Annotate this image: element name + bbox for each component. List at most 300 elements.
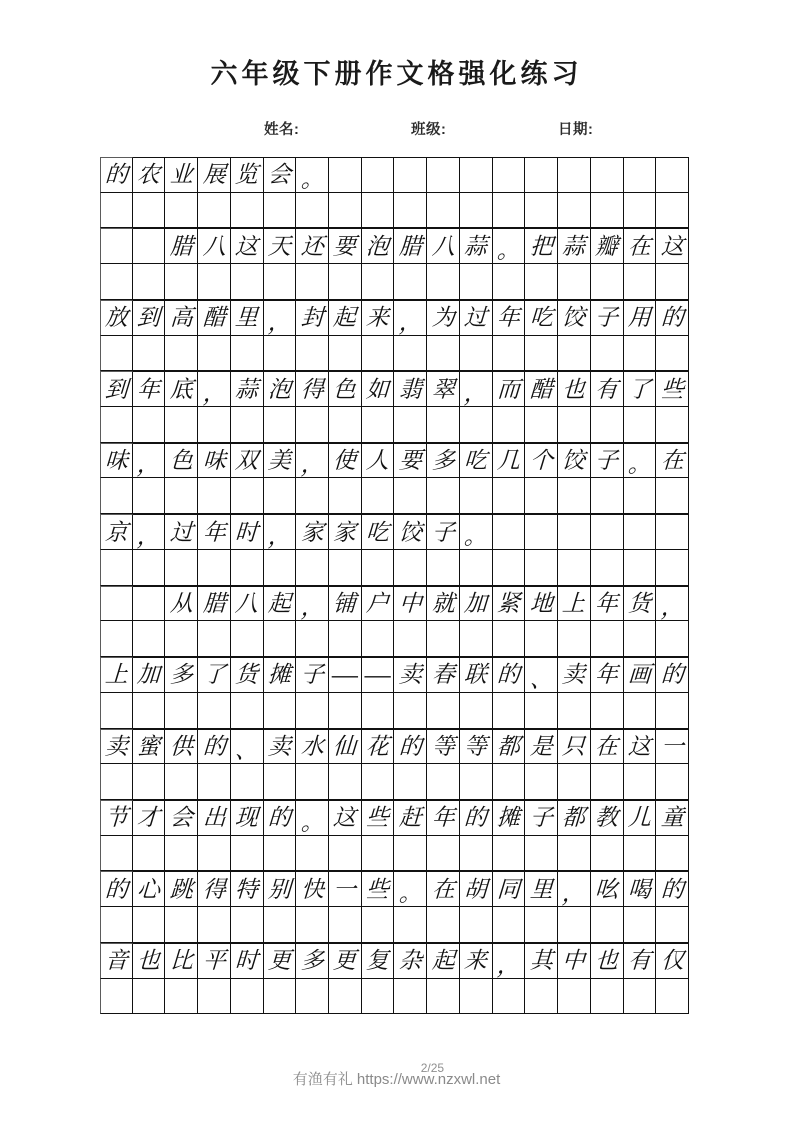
writing-cell[interactable]: [198, 800, 231, 836]
writing-cell[interactable]: [133, 764, 166, 800]
writing-cell[interactable]: [231, 478, 264, 514]
writing-cell[interactable]: [558, 550, 591, 586]
writing-cell[interactable]: [656, 514, 689, 550]
writing-cell[interactable]: [591, 871, 624, 907]
writing-cell[interactable]: [558, 800, 591, 836]
writing-cell[interactable]: [558, 693, 591, 729]
writing-cell[interactable]: [558, 514, 591, 550]
writing-cell[interactable]: [362, 657, 395, 693]
writing-cell[interactable]: [165, 407, 198, 443]
writing-cell[interactable]: [427, 907, 460, 943]
writing-cell[interactable]: [427, 621, 460, 657]
writing-cell[interactable]: [624, 836, 657, 872]
writing-cell[interactable]: [296, 193, 329, 229]
writing-cell[interactable]: [558, 764, 591, 800]
writing-cell[interactable]: [100, 836, 133, 872]
writing-cell[interactable]: [493, 621, 526, 657]
writing-cell[interactable]: [427, 657, 460, 693]
writing-cell[interactable]: [264, 407, 297, 443]
writing-cell[interactable]: [133, 800, 166, 836]
writing-cell[interactable]: [460, 943, 493, 979]
writing-cell[interactable]: [198, 657, 231, 693]
writing-cell[interactable]: [133, 264, 166, 300]
writing-cell[interactable]: [460, 157, 493, 193]
writing-cell[interactable]: [264, 871, 297, 907]
writing-cell[interactable]: [198, 371, 231, 407]
writing-cell[interactable]: [427, 943, 460, 979]
writing-cell[interactable]: [296, 729, 329, 765]
writing-cell[interactable]: [198, 550, 231, 586]
writing-cell[interactable]: [329, 228, 362, 264]
writing-cell[interactable]: [198, 729, 231, 765]
writing-cell[interactable]: [362, 264, 395, 300]
writing-cell[interactable]: [460, 621, 493, 657]
writing-cell[interactable]: [493, 336, 526, 372]
writing-cell[interactable]: [427, 514, 460, 550]
writing-cell[interactable]: [525, 657, 558, 693]
writing-cell[interactable]: [100, 729, 133, 765]
writing-cell[interactable]: [591, 550, 624, 586]
writing-cell[interactable]: [558, 836, 591, 872]
writing-cell[interactable]: [100, 228, 133, 264]
writing-cell[interactable]: [656, 550, 689, 586]
writing-cell[interactable]: [296, 371, 329, 407]
writing-cell[interactable]: [165, 586, 198, 622]
writing-cell[interactable]: [100, 657, 133, 693]
writing-cell[interactable]: [591, 693, 624, 729]
writing-cell[interactable]: [656, 871, 689, 907]
writing-cell[interactable]: [100, 407, 133, 443]
writing-cell[interactable]: [133, 871, 166, 907]
writing-cell[interactable]: [100, 264, 133, 300]
writing-cell[interactable]: [100, 193, 133, 229]
writing-cell[interactable]: [165, 478, 198, 514]
writing-cell[interactable]: [198, 764, 231, 800]
writing-cell[interactable]: [394, 657, 427, 693]
writing-cell[interactable]: [165, 193, 198, 229]
writing-cell[interactable]: [362, 514, 395, 550]
writing-cell[interactable]: [329, 550, 362, 586]
writing-cell[interactable]: [264, 157, 297, 193]
writing-cell[interactable]: [329, 657, 362, 693]
writing-cell[interactable]: [100, 300, 133, 336]
writing-cell[interactable]: [296, 407, 329, 443]
writing-cell[interactable]: [329, 729, 362, 765]
writing-cell[interactable]: [460, 478, 493, 514]
writing-cell[interactable]: [362, 586, 395, 622]
writing-cell[interactable]: [296, 478, 329, 514]
writing-cell[interactable]: [591, 907, 624, 943]
writing-cell[interactable]: [231, 729, 264, 765]
writing-cell[interactable]: [296, 443, 329, 479]
writing-cell[interactable]: [460, 907, 493, 943]
writing-cell[interactable]: [296, 300, 329, 336]
writing-cell[interactable]: [525, 228, 558, 264]
writing-cell[interactable]: [362, 550, 395, 586]
writing-cell[interactable]: [296, 943, 329, 979]
writing-cell[interactable]: [198, 443, 231, 479]
writing-cell[interactable]: [198, 228, 231, 264]
writing-cell[interactable]: [591, 621, 624, 657]
writing-cell[interactable]: [394, 836, 427, 872]
writing-cell[interactable]: [591, 729, 624, 765]
writing-cell[interactable]: [264, 478, 297, 514]
writing-cell[interactable]: [558, 407, 591, 443]
writing-cell[interactable]: [558, 907, 591, 943]
writing-cell[interactable]: [427, 228, 460, 264]
writing-cell[interactable]: [100, 443, 133, 479]
writing-cell[interactable]: [264, 836, 297, 872]
writing-cell[interactable]: [591, 979, 624, 1015]
writing-cell[interactable]: [394, 371, 427, 407]
writing-cell[interactable]: [264, 979, 297, 1015]
writing-cell[interactable]: [100, 979, 133, 1015]
writing-cell[interactable]: [296, 157, 329, 193]
writing-cell[interactable]: [296, 871, 329, 907]
writing-cell[interactable]: [656, 264, 689, 300]
writing-cell[interactable]: [296, 514, 329, 550]
writing-cell[interactable]: [198, 907, 231, 943]
writing-cell[interactable]: [394, 478, 427, 514]
writing-cell[interactable]: [296, 621, 329, 657]
writing-cell[interactable]: [394, 621, 427, 657]
writing-cell[interactable]: [591, 478, 624, 514]
writing-cell[interactable]: [525, 621, 558, 657]
writing-cell[interactable]: [296, 800, 329, 836]
writing-cell[interactable]: [133, 336, 166, 372]
writing-cell[interactable]: [296, 836, 329, 872]
writing-cell[interactable]: [231, 443, 264, 479]
writing-cell[interactable]: [624, 300, 657, 336]
writing-cell[interactable]: [100, 478, 133, 514]
writing-cell[interactable]: [133, 621, 166, 657]
writing-cell[interactable]: [525, 800, 558, 836]
writing-cell[interactable]: [525, 300, 558, 336]
writing-cell[interactable]: [296, 657, 329, 693]
writing-cell[interactable]: [624, 336, 657, 372]
writing-cell[interactable]: [165, 228, 198, 264]
writing-cell[interactable]: [231, 800, 264, 836]
writing-cell[interactable]: [460, 407, 493, 443]
writing-cell[interactable]: [558, 443, 591, 479]
writing-cell[interactable]: [427, 300, 460, 336]
writing-cell[interactable]: [624, 907, 657, 943]
writing-cell[interactable]: [198, 407, 231, 443]
writing-cell[interactable]: [460, 193, 493, 229]
writing-cell[interactable]: [624, 371, 657, 407]
writing-cell[interactable]: [100, 550, 133, 586]
writing-cell[interactable]: [394, 407, 427, 443]
writing-cell[interactable]: [100, 514, 133, 550]
writing-cell[interactable]: [231, 371, 264, 407]
writing-cell[interactable]: [394, 193, 427, 229]
writing-cell[interactable]: [133, 300, 166, 336]
writing-cell[interactable]: [493, 264, 526, 300]
writing-cell[interactable]: [591, 407, 624, 443]
writing-cell[interactable]: [624, 979, 657, 1015]
writing-cell[interactable]: [264, 550, 297, 586]
writing-cell[interactable]: [427, 586, 460, 622]
writing-cell[interactable]: [624, 443, 657, 479]
writing-cell[interactable]: [427, 157, 460, 193]
writing-cell[interactable]: [656, 371, 689, 407]
writing-cell[interactable]: [656, 443, 689, 479]
writing-cell[interactable]: [296, 979, 329, 1015]
writing-cell[interactable]: [624, 729, 657, 765]
writing-cell[interactable]: [427, 693, 460, 729]
writing-cell[interactable]: [493, 300, 526, 336]
writing-cell[interactable]: [525, 478, 558, 514]
writing-cell[interactable]: [427, 478, 460, 514]
writing-cell[interactable]: [394, 693, 427, 729]
writing-cell[interactable]: [231, 943, 264, 979]
writing-cell[interactable]: [591, 228, 624, 264]
writing-cell[interactable]: [362, 729, 395, 765]
writing-cell[interactable]: [656, 764, 689, 800]
writing-cell[interactable]: [460, 693, 493, 729]
writing-cell[interactable]: [394, 300, 427, 336]
writing-cell[interactable]: [591, 943, 624, 979]
writing-cell[interactable]: [133, 979, 166, 1015]
writing-cell[interactable]: [427, 550, 460, 586]
writing-cell[interactable]: [624, 871, 657, 907]
writing-cell[interactable]: [198, 514, 231, 550]
writing-cell[interactable]: [624, 800, 657, 836]
writing-cell[interactable]: [493, 443, 526, 479]
writing-cell[interactable]: [656, 586, 689, 622]
writing-cell[interactable]: [329, 443, 362, 479]
writing-cell[interactable]: [624, 193, 657, 229]
writing-cell[interactable]: [558, 371, 591, 407]
writing-cell[interactable]: [329, 157, 362, 193]
writing-cell[interactable]: [525, 764, 558, 800]
writing-cell[interactable]: [264, 693, 297, 729]
writing-cell[interactable]: [133, 407, 166, 443]
writing-cell[interactable]: [656, 193, 689, 229]
writing-cell[interactable]: [165, 621, 198, 657]
writing-cell[interactable]: [362, 800, 395, 836]
writing-cell[interactable]: [133, 657, 166, 693]
writing-cell[interactable]: [198, 264, 231, 300]
writing-cell[interactable]: [394, 550, 427, 586]
writing-cell[interactable]: [165, 907, 198, 943]
writing-cell[interactable]: [329, 478, 362, 514]
writing-cell[interactable]: [427, 800, 460, 836]
writing-cell[interactable]: [525, 550, 558, 586]
writing-cell[interactable]: [460, 729, 493, 765]
writing-cell[interactable]: [165, 514, 198, 550]
writing-cell[interactable]: [493, 478, 526, 514]
writing-cell[interactable]: [656, 228, 689, 264]
writing-cell[interactable]: [427, 764, 460, 800]
writing-cell[interactable]: [329, 979, 362, 1015]
writing-cell[interactable]: [460, 228, 493, 264]
writing-cell[interactable]: [460, 300, 493, 336]
writing-cell[interactable]: [591, 157, 624, 193]
writing-cell[interactable]: [133, 193, 166, 229]
writing-cell[interactable]: [525, 943, 558, 979]
writing-cell[interactable]: [329, 764, 362, 800]
writing-cell[interactable]: [296, 228, 329, 264]
writing-cell[interactable]: [231, 336, 264, 372]
writing-cell[interactable]: [460, 657, 493, 693]
writing-cell[interactable]: [165, 764, 198, 800]
writing-cell[interactable]: [493, 836, 526, 872]
writing-cell[interactable]: [460, 586, 493, 622]
writing-cell[interactable]: [460, 514, 493, 550]
writing-cell[interactable]: [362, 228, 395, 264]
writing-cell[interactable]: [656, 729, 689, 765]
writing-cell[interactable]: [362, 371, 395, 407]
writing-cell[interactable]: [394, 586, 427, 622]
writing-cell[interactable]: [493, 693, 526, 729]
writing-cell[interactable]: [493, 871, 526, 907]
writing-cell[interactable]: [296, 764, 329, 800]
writing-cell[interactable]: [362, 764, 395, 800]
writing-cell[interactable]: [198, 586, 231, 622]
writing-cell[interactable]: [231, 514, 264, 550]
writing-cell[interactable]: [656, 478, 689, 514]
writing-cell[interactable]: [624, 157, 657, 193]
writing-cell[interactable]: [460, 979, 493, 1015]
writing-cell[interactable]: [624, 514, 657, 550]
writing-cell[interactable]: [264, 764, 297, 800]
writing-cell[interactable]: [591, 300, 624, 336]
writing-cell[interactable]: [165, 550, 198, 586]
writing-cell[interactable]: [656, 336, 689, 372]
writing-cell[interactable]: [493, 800, 526, 836]
writing-cell[interactable]: [329, 800, 362, 836]
writing-cell[interactable]: [624, 693, 657, 729]
writing-cell[interactable]: [558, 193, 591, 229]
writing-cell[interactable]: [427, 336, 460, 372]
writing-cell[interactable]: [100, 371, 133, 407]
writing-cell[interactable]: [656, 300, 689, 336]
writing-cell[interactable]: [493, 193, 526, 229]
writing-cell[interactable]: [231, 193, 264, 229]
writing-cell[interactable]: [198, 193, 231, 229]
writing-cell[interactable]: [100, 157, 133, 193]
writing-cell[interactable]: [493, 729, 526, 765]
writing-cell[interactable]: [264, 371, 297, 407]
writing-cell[interactable]: [165, 836, 198, 872]
writing-cell[interactable]: [624, 478, 657, 514]
writing-cell[interactable]: [558, 657, 591, 693]
writing-cell[interactable]: [525, 514, 558, 550]
writing-cell[interactable]: [525, 336, 558, 372]
writing-cell[interactable]: [231, 550, 264, 586]
writing-cell[interactable]: [198, 979, 231, 1015]
writing-cell[interactable]: [264, 657, 297, 693]
writing-cell[interactable]: [591, 336, 624, 372]
writing-cell[interactable]: [591, 371, 624, 407]
writing-cell[interactable]: [624, 943, 657, 979]
writing-cell[interactable]: [591, 800, 624, 836]
writing-cell[interactable]: [100, 764, 133, 800]
writing-cell[interactable]: [264, 300, 297, 336]
writing-cell[interactable]: [165, 979, 198, 1015]
writing-cell[interactable]: [525, 264, 558, 300]
writing-cell[interactable]: [329, 871, 362, 907]
writing-cell[interactable]: [362, 478, 395, 514]
writing-cell[interactable]: [133, 371, 166, 407]
writing-cell[interactable]: [656, 907, 689, 943]
writing-cell[interactable]: [264, 907, 297, 943]
writing-cell[interactable]: [100, 336, 133, 372]
writing-cell[interactable]: [558, 943, 591, 979]
writing-cell[interactable]: [460, 871, 493, 907]
writing-cell[interactable]: [624, 586, 657, 622]
writing-cell[interactable]: [231, 907, 264, 943]
writing-cell[interactable]: [231, 693, 264, 729]
writing-cell[interactable]: [329, 371, 362, 407]
writing-cell[interactable]: [231, 157, 264, 193]
writing-cell[interactable]: [133, 586, 166, 622]
writing-cell[interactable]: [329, 693, 362, 729]
writing-cell[interactable]: [394, 157, 427, 193]
writing-cell[interactable]: [591, 764, 624, 800]
writing-cell[interactable]: [493, 657, 526, 693]
writing-cell[interactable]: [264, 586, 297, 622]
writing-cell[interactable]: [133, 836, 166, 872]
writing-cell[interactable]: [165, 336, 198, 372]
writing-cell[interactable]: [165, 443, 198, 479]
writing-cell[interactable]: [133, 228, 166, 264]
writing-cell[interactable]: [329, 336, 362, 372]
writing-cell[interactable]: [329, 836, 362, 872]
writing-cell[interactable]: [198, 478, 231, 514]
writing-cell[interactable]: [198, 871, 231, 907]
writing-cell[interactable]: [231, 979, 264, 1015]
writing-cell[interactable]: [133, 478, 166, 514]
writing-cell[interactable]: [525, 729, 558, 765]
writing-cell[interactable]: [558, 586, 591, 622]
writing-cell[interactable]: [296, 693, 329, 729]
writing-cell[interactable]: [656, 657, 689, 693]
writing-cell[interactable]: [493, 943, 526, 979]
writing-cell[interactable]: [460, 764, 493, 800]
writing-cell[interactable]: [460, 336, 493, 372]
writing-cell[interactable]: [264, 800, 297, 836]
writing-cell[interactable]: [394, 514, 427, 550]
writing-cell[interactable]: [460, 443, 493, 479]
writing-cell[interactable]: [133, 907, 166, 943]
writing-cell[interactable]: [558, 729, 591, 765]
writing-cell[interactable]: [100, 693, 133, 729]
writing-cell[interactable]: [362, 907, 395, 943]
writing-cell[interactable]: [591, 443, 624, 479]
writing-cell[interactable]: [460, 550, 493, 586]
writing-cell[interactable]: [100, 621, 133, 657]
writing-cell[interactable]: [296, 907, 329, 943]
writing-cell[interactable]: [624, 228, 657, 264]
writing-cell[interactable]: [231, 228, 264, 264]
writing-cell[interactable]: [100, 871, 133, 907]
writing-cell[interactable]: [591, 836, 624, 872]
writing-cell[interactable]: [525, 586, 558, 622]
writing-cell[interactable]: [427, 193, 460, 229]
writing-cell[interactable]: [525, 836, 558, 872]
writing-cell[interactable]: [133, 443, 166, 479]
writing-cell[interactable]: [264, 264, 297, 300]
writing-cell[interactable]: [558, 478, 591, 514]
writing-cell[interactable]: [525, 157, 558, 193]
writing-cell[interactable]: [525, 871, 558, 907]
writing-cell[interactable]: [493, 514, 526, 550]
writing-cell[interactable]: [362, 836, 395, 872]
writing-cell[interactable]: [329, 586, 362, 622]
writing-cell[interactable]: [165, 157, 198, 193]
